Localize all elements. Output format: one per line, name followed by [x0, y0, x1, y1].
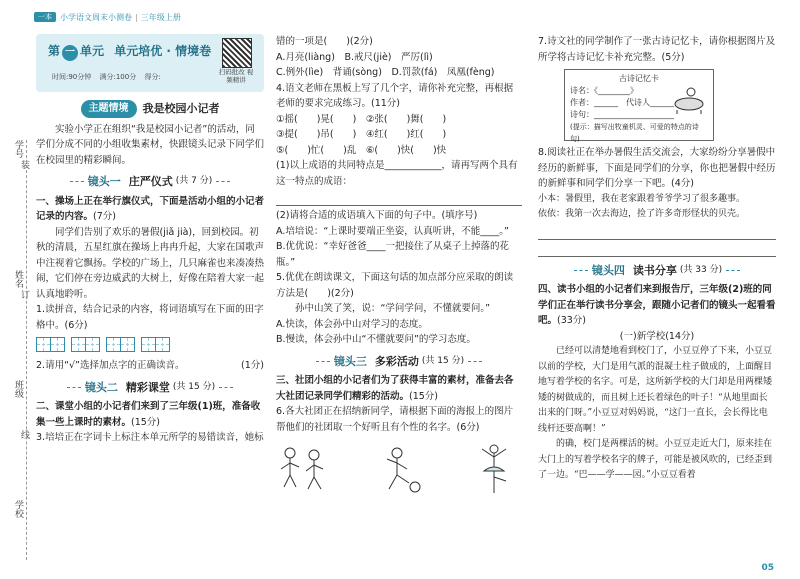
unit-title: 单元培优 · 情境卷 — [114, 44, 212, 58]
boy-on-ox-illustration — [671, 84, 707, 114]
answer-box[interactable] — [141, 337, 170, 352]
answer-box[interactable] — [36, 337, 65, 352]
answer-box[interactable] — [71, 337, 100, 352]
binding-margin — [8, 140, 28, 560]
question-title: 一、操场上正在举行旗仪式，下面是活动小组的小记者记录的内容。(7分) — [36, 195, 265, 222]
club-illustrations — [276, 441, 522, 501]
binding-mark: 装 — [19, 160, 29, 169]
class-label: 班级 — [13, 380, 23, 398]
full-score: 满分:100分 — [99, 73, 137, 81]
reading-passage: 同学们告别了欢乐的暑假(jiǎ jià)，回到校园。初秋的清晨，五星红旗在操场上冉冉升起，大家在国歌声中注视着它飘扬。学校的广场上，几只麻雀也来凑凑热闹，它们停在旁边威武的大树上，好像在陪着大家一起认真地聆听。 — [36, 226, 265, 300]
question-title: 四、读书小组的小记者们来到报告厅，三年级(2)班的同学们正在举行读书分享会，跟随小记者们的镜头一起看看吧。(33分) — [538, 284, 776, 326]
reading-passage: 已经可以清楚地看到校门了，小豆豆停了下来，小豆豆以前的学校，大门是用气派的混凝土柱子做成的，上面醒目地写着学校的名字。可是，这所新学校的大门却是用两棵矮矮的树做成的，而且树上还长着绿色的叶子！“从地里面长出来的门呀。”小豆豆对妈妈说，“这门一直长，会长得比电线杆还要高啊！” — [538, 346, 773, 434]
subquestion: 6.各大社团正在招纳新同学，请根据下面的海报上的图片帮他们的社团取一个好听且有个性的名字。(6分) — [276, 406, 514, 433]
binding-mark: 线 — [19, 430, 29, 439]
binding-mark: 订 — [19, 290, 29, 299]
kids-running-illustration — [276, 441, 332, 501]
subquestion: 2.请用“√”选择加点字的正确读音。 (1分) — [36, 360, 264, 371]
question-title: 三、社团小组的小记者们为了获得丰富的素材，准备去各大社团记录同学们精彩的活动。(15分) — [276, 375, 514, 402]
question-title: 二、课堂小组的小记者们来到了三年级(1)班，准备收集一些上课时的素材。(15分) — [36, 401, 261, 428]
idiom-row: ①摇( )晃( ) ②张( )舞( ) — [276, 113, 447, 125]
subquestion: 4.语文老师在黑板上写了几个字，请你补充完整，再根据老师的要求完成练习。(11分) — [276, 82, 514, 109]
idiom-row: ⑤( )忙( )乱 ⑥( )快( )快 — [276, 144, 447, 156]
book-title: 小学语文周末小测卷 — [60, 12, 132, 22]
column-right: 7.诗文社的同学制作了一张古诗记忆卡，请你根据图片及所学将古诗记忆卡补充完整。(5分) 古诗记忆卡 诗名：《________》 作者：______ 代诗人______ 诗句：____________________ (提示：描写出牧童机灵、可爱的特点的诗句) 8.阅读社正在举办暑假生活交流会，大家纷纷分享暑假中经历的新鲜事，下面是同学们的分享，你也把暑假中经历的新鲜事和同学们分享一下吧。(4分) 小本：暑假里，我在老家跟着爷爷学习了很多趣事。 依依：我第一次去海边，捡了许多奇形怪状的贝壳。 镜头四 读书分享 (共 33 分) 四、读书小组的小记者们来到报告厅，三年级(2)班的同学们正在举行读书分享会，跟随小记者们的镜头一起看看吧。(33分) (一)新学校(14分) 已经可以清楚地看到校门了，小豆豆停了下来，小豆豆以前的学校，大门是用气派的混凝土柱子做成的，上面醒目地写着学校的名字。可是，这所新学校的大门却是用两棵矮矮的树做成的，而且树上还长着绿色的叶子！“从地里面长出来的门呀。”小豆豆对妈妈说，“这门一直长，会长得比电线杆还要高啊！” 的确，校门是两棵活的树。小豆豆走近大门，原来挂在大门上的写着学校名字的牌子，可能是被风吹的，已经歪到了一边。“巴——学——园。”小豆豆看着 — [538, 34, 776, 484]
column-middle: 错的一项是( )(2分) A.月亮(liàng) B.戒尺(jiè) 严厉(lì) C.例外(lìe) 背诵(sòng) D.罚款(fá) 凤凰(fèng) 4.语文老师在黑板上写了几个字，请你补充完整，再根据老师的要求完成练习。(11分) ①摇( )晃( ) ②张( )舞( ) ③提( )吊( ) ④红( )红( ) ⑤( )忙( )乱 ⑥( )快( )快 (1)以上成语的共同特点是____________，请再写两个具有这一特点的成语： (2)请将合适的成语填入下面的句子中。(填序号) A.培培说：“上课时要端正坐姿，认真听讲，不能____。” B.优优说：“幸好爸爸____一把接住了从桌子上掉落的花瓶。” 5.优优在朗读课文，下面这句话的加点部分应采取的朗读方法是( )(2分) 孙中山笑了笑，说：“学问学问，不懂就要问。” A.快读，体会孙中山对学习的态度。 B.慢读，体会孙中山“不懂就要问”的学习态度。 镜头三 多彩活动 (共 15 分) 三、社团小组的小记者们为了获得丰富的素材，准备去各大社团记录同学们精彩的活动。(15分) 6.各大社团正在招纳新同学，请根据下面的海报上的图片帮他们的社团取一个好听且有个性的名字。(6分) — [276, 34, 522, 501]
cut-line — [26, 140, 27, 560]
soccer-player-illustration — [371, 441, 427, 501]
subquestion: 1.读拼音，结合记录的内容，将词语填写在下面的田字格中。(6分) — [36, 304, 264, 331]
answer-line[interactable] — [538, 225, 776, 240]
score-label: 得分: — [144, 73, 161, 81]
grade-label: 三年级上册 — [140, 12, 181, 22]
brand-tag: 一本 — [34, 12, 56, 22]
option-row: C.例外(lìe) 背诵(sòng) D.罚款(fá) 凤凰(fèng) — [276, 67, 495, 78]
option-row: A.月亮(liàng) B.戒尺(jiè) 严厉(lì) — [276, 51, 433, 63]
section-heading: 镜头三 多彩活动 (共 15 分) — [276, 354, 522, 370]
section-heading: 镜头四 读书分享 (共 33 分) — [538, 263, 776, 279]
answer-line[interactable] — [538, 242, 776, 257]
page-number: 05 — [761, 563, 774, 573]
qr-caption: 扫码批改 视频精讲 — [218, 68, 254, 84]
unit-banner: 第 一 单元 单元培优 · 情境卷 时间:90分钟 满分:100分 得分: 扫码批改 视频精讲 — [36, 34, 264, 92]
time-limit: 时间:90分钟 — [52, 73, 92, 81]
idiom-row: ③提( )吊( ) ④红( )红( ) — [276, 129, 447, 140]
subquestion: 7.诗文社的同学制作了一张古诗记忆卡，请你根据图片及所学将古诗记忆卡补充完整。(5分) — [538, 36, 776, 63]
subquestion: 8.阅读社正在举办暑假生活交流会，大家纷纷分享暑假中经历的新鲜事，下面是同学们的分享，你也把暑假中经历的新鲜事和同学们分享一下吧。(4分) — [538, 147, 776, 189]
tianzige-grid — [36, 337, 264, 352]
theme-title: 主题情境 我是校园小记者 — [36, 100, 264, 118]
answer-line[interactable] — [276, 191, 522, 206]
column-left — [36, 34, 264, 446]
passage-title: (一)新学校(14分) — [619, 330, 695, 342]
poem-memory-card: 古诗记忆卡 诗名：《________》 作者：______ 代诗人______ 诗句：____________________ (提示：描写出牧童机灵、可爱的特点的诗句) — [564, 69, 714, 141]
reading-passage: 的确，校门是两棵活的树。小豆豆走近大门，原来挂在大门上的写着学校名字的牌子，可能是被风吹的，已经歪到了一边。“巴——学——园。”小豆豆看着 — [538, 439, 773, 480]
page-header: 一本 小学语文周末小测卷 | 三年级上册 — [0, 10, 181, 24]
section-heading: 镜头二 精彩课堂 (共 15 分) — [36, 380, 264, 396]
ballet-dancer-illustration — [466, 441, 522, 501]
student-number-label: 学号 — [13, 140, 23, 158]
name-label: 姓名 — [13, 270, 23, 288]
section-heading: 镜头一 庄严仪式 (共 7 分) — [36, 174, 264, 190]
qr-code[interactable] — [222, 38, 252, 68]
intro-text: 实验小学正在组织“我是校园小记者”的活动，同学们分成不同的小组收集素材，快跟镜头记录下同学们在校园里的精彩瞬间。 — [36, 123, 265, 166]
school-label: 学校 — [13, 500, 23, 518]
subquestion: 5.优优在朗读课文，下面这句话的加点部分应采取的朗读方法是( )(2分) — [276, 272, 514, 299]
subquestion: 3.培培正在字词卡上标注本单元所学的易错读音，她标 — [36, 432, 264, 443]
answer-box[interactable] — [106, 337, 135, 352]
